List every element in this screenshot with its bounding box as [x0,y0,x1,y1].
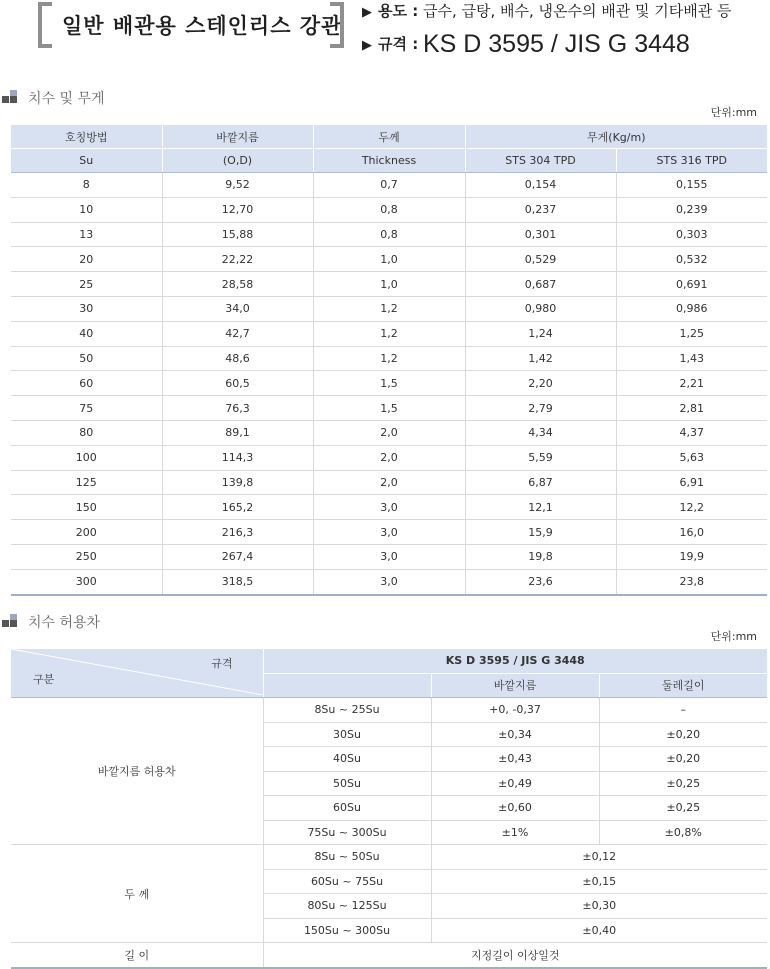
section-title-tolerance [2,612,100,632]
header-od: 바깥지름 [162,125,313,149]
table-cell: 1,43 [616,346,767,371]
table-cell: 10 [11,197,162,222]
table-cell: 2,21 [616,371,767,396]
table-cell: 100 [11,445,162,470]
table-row [11,544,767,569]
table-cell: 0,237 [465,197,616,222]
table-cell: ±0,43 [431,747,599,772]
table-row [11,569,767,594]
table-cell: 0,7 [313,173,465,198]
table-cell: 15,88 [162,222,313,247]
table-cell: 12,1 [465,495,616,520]
table-cell: 0,301 [465,222,616,247]
table-cell: ±0,30 [431,894,767,919]
table-cell: 0,155 [616,173,767,198]
length-value: 지정길이 이상일것 [263,943,767,968]
table-cell: 60Su [263,796,431,821]
table-cell: 30Su [263,722,431,747]
table-cell: 75 [11,396,162,421]
table-cell: ±0,20 [599,747,767,772]
table-cell: 1,42 [465,346,616,371]
table-cell: 22,22 [162,247,313,272]
table-cell: 1,25 [616,321,767,346]
table-cell: 0,986 [616,296,767,321]
tolerance-table [11,649,767,969]
header-corner-cell [11,649,263,698]
table-row [11,396,767,421]
table-cell: 8Su ~ 25Su [263,698,431,723]
table-cell: 2,0 [313,470,465,495]
header-spacer [263,673,431,698]
table-cell: 3,0 [313,520,465,545]
section-bullet-icon [2,90,22,104]
table-cell: 50Su [263,771,431,796]
section-title-dimensions [2,88,105,108]
table-cell: 0,691 [616,272,767,297]
table-cell: 2,81 [616,396,767,421]
table-cell: 6,87 [465,470,616,495]
table-cell: 1,24 [465,321,616,346]
table-cell: 250 [11,544,162,569]
length-label: 길 이 [11,943,263,968]
table-cell: 8 [11,173,162,198]
header-nominal: 호칭방법 [11,125,162,149]
table-cell: 28,58 [162,272,313,297]
table-cell: 1,5 [313,396,465,421]
table-row [11,445,767,470]
section1-title-text: 치수 및 무게 [28,91,105,107]
table-row [11,222,767,247]
table-cell: 9,52 [162,173,313,198]
table-cell: 0,980 [465,296,616,321]
table-cell: 76,3 [162,396,313,421]
od-tolerance-group-label: 바깥지름 허용차 [11,698,263,845]
page-header [0,0,770,60]
table-cell: 0,8 [313,197,465,222]
page-title: 일반 배관용 스테인리스 강관 [62,14,343,38]
table-cell: 200 [11,520,162,545]
table-cell: 114,3 [162,445,313,470]
table-cell: 1,2 [313,321,465,346]
subheader-su: Su [11,149,162,173]
table-cell: 1,0 [313,247,465,272]
table-cell: 60,5 [162,371,313,396]
table-row [11,845,767,870]
table-cell: 0,687 [465,272,616,297]
table-cell: ±0,25 [599,771,767,796]
table-cell: 0,529 [465,247,616,272]
table-cell: ±0,15 [431,869,767,894]
table-cell: 12,70 [162,197,313,222]
table-cell: 318,5 [162,569,313,594]
table-cell: 150 [11,495,162,520]
table-cell: 165,2 [162,495,313,520]
table-cell: 0,532 [616,247,767,272]
table-cell: 0,8 [313,222,465,247]
header-circumference-col: 둘레길이 [599,673,767,698]
table-row [11,346,767,371]
table-cell: 300 [11,569,162,594]
table-cell: 5,63 [616,445,767,470]
arrow-right-icon: ▶ [362,38,372,53]
unit-label: 단위:mm [710,106,757,119]
table-cell: 3,0 [313,569,465,594]
table-cell: 40 [11,321,162,346]
table-row [11,296,767,321]
table-cell: 1,0 [313,272,465,297]
header-weight: 무게(Kg/m) [465,125,767,149]
table-cell: ±0,60 [431,796,599,821]
table-row [11,495,767,520]
table-cell: 2,0 [313,420,465,445]
table-cell: 89,1 [162,420,313,445]
table-cell: 15,9 [465,520,616,545]
subheader-sts304: STS 304 TPD [465,149,616,173]
table-cell: 42,7 [162,321,313,346]
table-cell: ±0,49 [431,771,599,796]
table-cell: 40Su [263,747,431,772]
table-cell: 267,4 [162,544,313,569]
table-row [11,173,767,198]
table-row [11,371,767,396]
table-cell: ±1% [431,820,599,845]
usage-label: 용도 : [378,2,419,20]
table-cell: 1,2 [313,296,465,321]
table-row [11,197,767,222]
table-cell: ±0,20 [599,722,767,747]
table-cell: 23,8 [616,569,767,594]
table-cell: 0,303 [616,222,767,247]
table-cell: 5,59 [465,445,616,470]
standard-label: 규격 : [378,35,419,53]
table-cell: 3,0 [313,544,465,569]
subheader-od: (O,D) [162,149,313,173]
table-cell: 2,79 [465,396,616,421]
table-cell: 60 [11,371,162,396]
table-row [11,272,767,297]
right-bracket [330,2,344,48]
table-cell: ±0,40 [431,918,767,943]
table-row [11,943,767,968]
table-cell: ±0,8% [599,820,767,845]
table-row [11,520,767,545]
table-cell: 13 [11,222,162,247]
table-cell: 20 [11,247,162,272]
table-cell: 50 [11,346,162,371]
subheader-thickness: Thickness [313,149,465,173]
table-cell: +0, -0,37 [431,698,599,723]
table-cell: 34,0 [162,296,313,321]
table-row [11,247,767,272]
table-cell: 25 [11,272,162,297]
thickness-group-label: 두 께 [11,845,263,943]
table-cell: 150Su ~ 300Su [263,918,431,943]
table-cell: 4,34 [465,420,616,445]
usage-text: 급수, 급탕, 배수, 냉온수의 배관 및 기타배관 등 [422,2,732,20]
table-cell: 3,0 [313,495,465,520]
table-cell: – [599,698,767,723]
table-cell: 75Su ~ 300Su [263,820,431,845]
arrow-right-icon: ▶ [362,5,372,20]
left-bracket [38,2,52,48]
table-cell: 1,5 [313,371,465,396]
table-cell: 19,9 [616,544,767,569]
unit-label: 단위:mm [710,630,757,643]
table-cell: 80 [11,420,162,445]
dimensions-weight-table [11,125,767,596]
table-cell: 4,37 [616,420,767,445]
standard-text: KS D 3595 / JIS G 3448 [422,30,690,58]
table-cell: 125 [11,470,162,495]
corner-category-label: 구분 [33,673,55,686]
table-cell: 8Su ~ 50Su [263,845,431,870]
header-standard: KS D 3595 / JIS G 3448 [263,649,767,673]
table-cell: 0,239 [616,197,767,222]
table-cell: 16,0 [616,520,767,545]
table-cell: 1,2 [313,346,465,371]
standard-line [362,30,690,59]
table-row [11,321,767,346]
table-cell: 6,91 [616,470,767,495]
table-cell: 19,8 [465,544,616,569]
table-cell: 48,6 [162,346,313,371]
header-od-col: 바깥지름 [431,673,599,698]
subheader-sts316: STS 316 TPD [616,149,767,173]
table-cell: ±0,34 [431,722,599,747]
corner-standard-label: 규격 [211,657,233,670]
section2-title-text: 치수 허용차 [28,615,101,631]
table-cell: ±0,12 [431,845,767,870]
table-cell: 23,6 [465,569,616,594]
section-bullet-icon [2,614,22,628]
usage-line [362,0,732,21]
header-thickness: 두께 [313,125,465,149]
table-row [11,698,767,723]
table-cell: 216,3 [162,520,313,545]
table-cell: 0,154 [465,173,616,198]
table-cell: 60Su ~ 75Su [263,869,431,894]
table-cell: 2,0 [313,445,465,470]
table-cell: 12,2 [616,495,767,520]
table-cell: 80Su ~ 125Su [263,894,431,919]
table-cell: 139,8 [162,470,313,495]
table-cell: 30 [11,296,162,321]
table-cell: 2,20 [465,371,616,396]
table-row [11,470,767,495]
table-row [11,420,767,445]
table-cell: ±0,25 [599,796,767,821]
